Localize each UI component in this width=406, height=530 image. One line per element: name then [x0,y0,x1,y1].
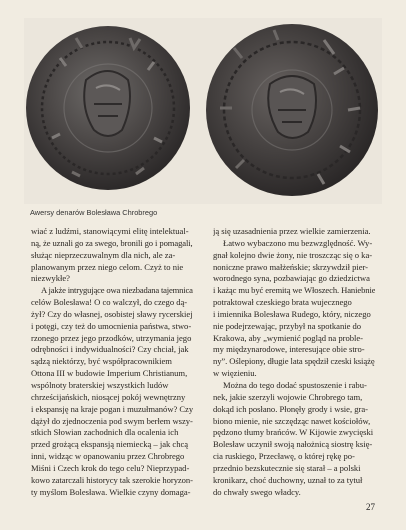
text-line: ją się uzasadnienia przez wielkie zamierzenia. [213,226,371,236]
text-line: Można do tego dodać spustoszenie i rabu- [223,379,367,390]
text-line: niezwykłe? [31,273,70,284]
text-line: biono mienie, nie szczędząc nawet kościołów, [213,415,371,426]
right-denar [206,24,378,196]
page-number: 27 [366,502,375,512]
right-text-column [213,226,375,498]
denars-photo [24,18,382,204]
text-line: przed grożącą ekspansją niemiecką – jak chcą [31,439,189,450]
text-line: dokąd ich posłano. Płonęły grody i wsie, gra- [213,403,368,414]
text-line: do chwały swego władcy. [213,486,301,497]
text-line: ną, że uznali go za swego, bronili go i pomagali, [31,237,193,248]
text-line: Krakowa, aby „wymienić pogląd na proble- [213,332,364,343]
text-line: odrębności i indywidualności? Czy chciał, jak [31,344,189,355]
text-line: żył? Czy do własnej, osobistej sławy rycerskiej [31,308,193,319]
text-line: wspólnoty braterskiej wszystkich ludów [31,379,169,390]
text-line: kronikarz, choć duchowny, uznał to za tytuł [213,474,363,485]
text-line: Łatwo wybaczono mu bezwzględność. Wy- [223,237,373,248]
text-line: worodnego syna, pozbawiając go dziedzictwa [213,273,370,284]
text-line: Bolesław uczynił swoją nałożnicą siostrę księ- [213,439,373,450]
text-line: planowanym przez niego celom. Czyż to nie [31,261,184,272]
text-line: stkich Słowian zachodnich dla ocalenia ich [31,427,179,438]
text-line: w więzieniu. [213,368,257,379]
text-line: Miśni i Czech krok do tego celu? Nieprzypad- [31,462,190,473]
text-line: sądzą niektórzy, być współpracownikiem [31,356,172,367]
text-line: nek, jakie szerzyli wojowie Chrobrego tam, [213,391,363,402]
left-text-column [31,226,193,498]
text-line: rzonego przez jego przodków, utrzymania jego [31,332,192,343]
text-line: ny”. Oślepiony, długie lata spędził czeski książę [213,356,375,367]
text-line: wiać z ludźmi, stanowiącymi elitę intelektual- [31,226,189,236]
text-line: inni, widząc w opanowaniu przez Chrobrego [31,451,185,462]
text-line: pędzono tłumy brańców. W Kijowie zwycięski [213,427,374,438]
text-line: noniczne prawo małżeńskie; skrzywdził pier- [213,261,369,272]
figure-caption: Awersy denarów Bolesława Chrobrego [30,208,158,217]
text-line: chrześcijańskich, niosącej pokój wewnętrzny [31,391,186,402]
text-line: potraktował czeskiego brata wujecznego [213,297,352,308]
left-denar [26,26,190,190]
text-line: Ottona III w budowie Imperium Christianum, [31,368,188,379]
text-line: A jakże intrygujące owa niezbadana tajemnica [41,285,193,296]
text-line: dążył do zjednoczenia pod swym berłem wszy- [31,415,193,426]
text-line: kowo zatarczali historycy tak szerokie horyzon- [31,474,193,485]
text-line: gnał kolejno dwie żony, nie troszcząc się o ka- [213,249,373,260]
text-line: cia ruskiego, Przecławę, o której rękę po- [213,451,355,462]
text-line: my międzynarodowe, interesujące obie stro- [213,344,365,355]
text-line: i imiennika Bolesława Rudego, który, niczego [213,308,371,319]
text-line: nie podejrzewając, przybył na spotkanie do [213,320,362,331]
text-line: ty myślom Bolesława. Wielkie czyny domaga- [31,486,191,497]
coin-figure [24,18,382,204]
text-line: i każąc mu być eremitą we Włoszech. Haniebnie [213,285,375,296]
text-line: i ekspansję na kraje pogan i muzułmanów? Czy [31,403,193,414]
text-line: przednio bezskutecznie się starał – a polski [213,462,361,473]
text-line: służąc nieprzeczuwalnym dla nich, ale za- [31,249,176,260]
text-line: celów Bolesława! O co walczył, do czego dą- [31,297,188,308]
text-line: i potęgi, czy też do umocnienia państwa, stwo- [31,320,192,331]
